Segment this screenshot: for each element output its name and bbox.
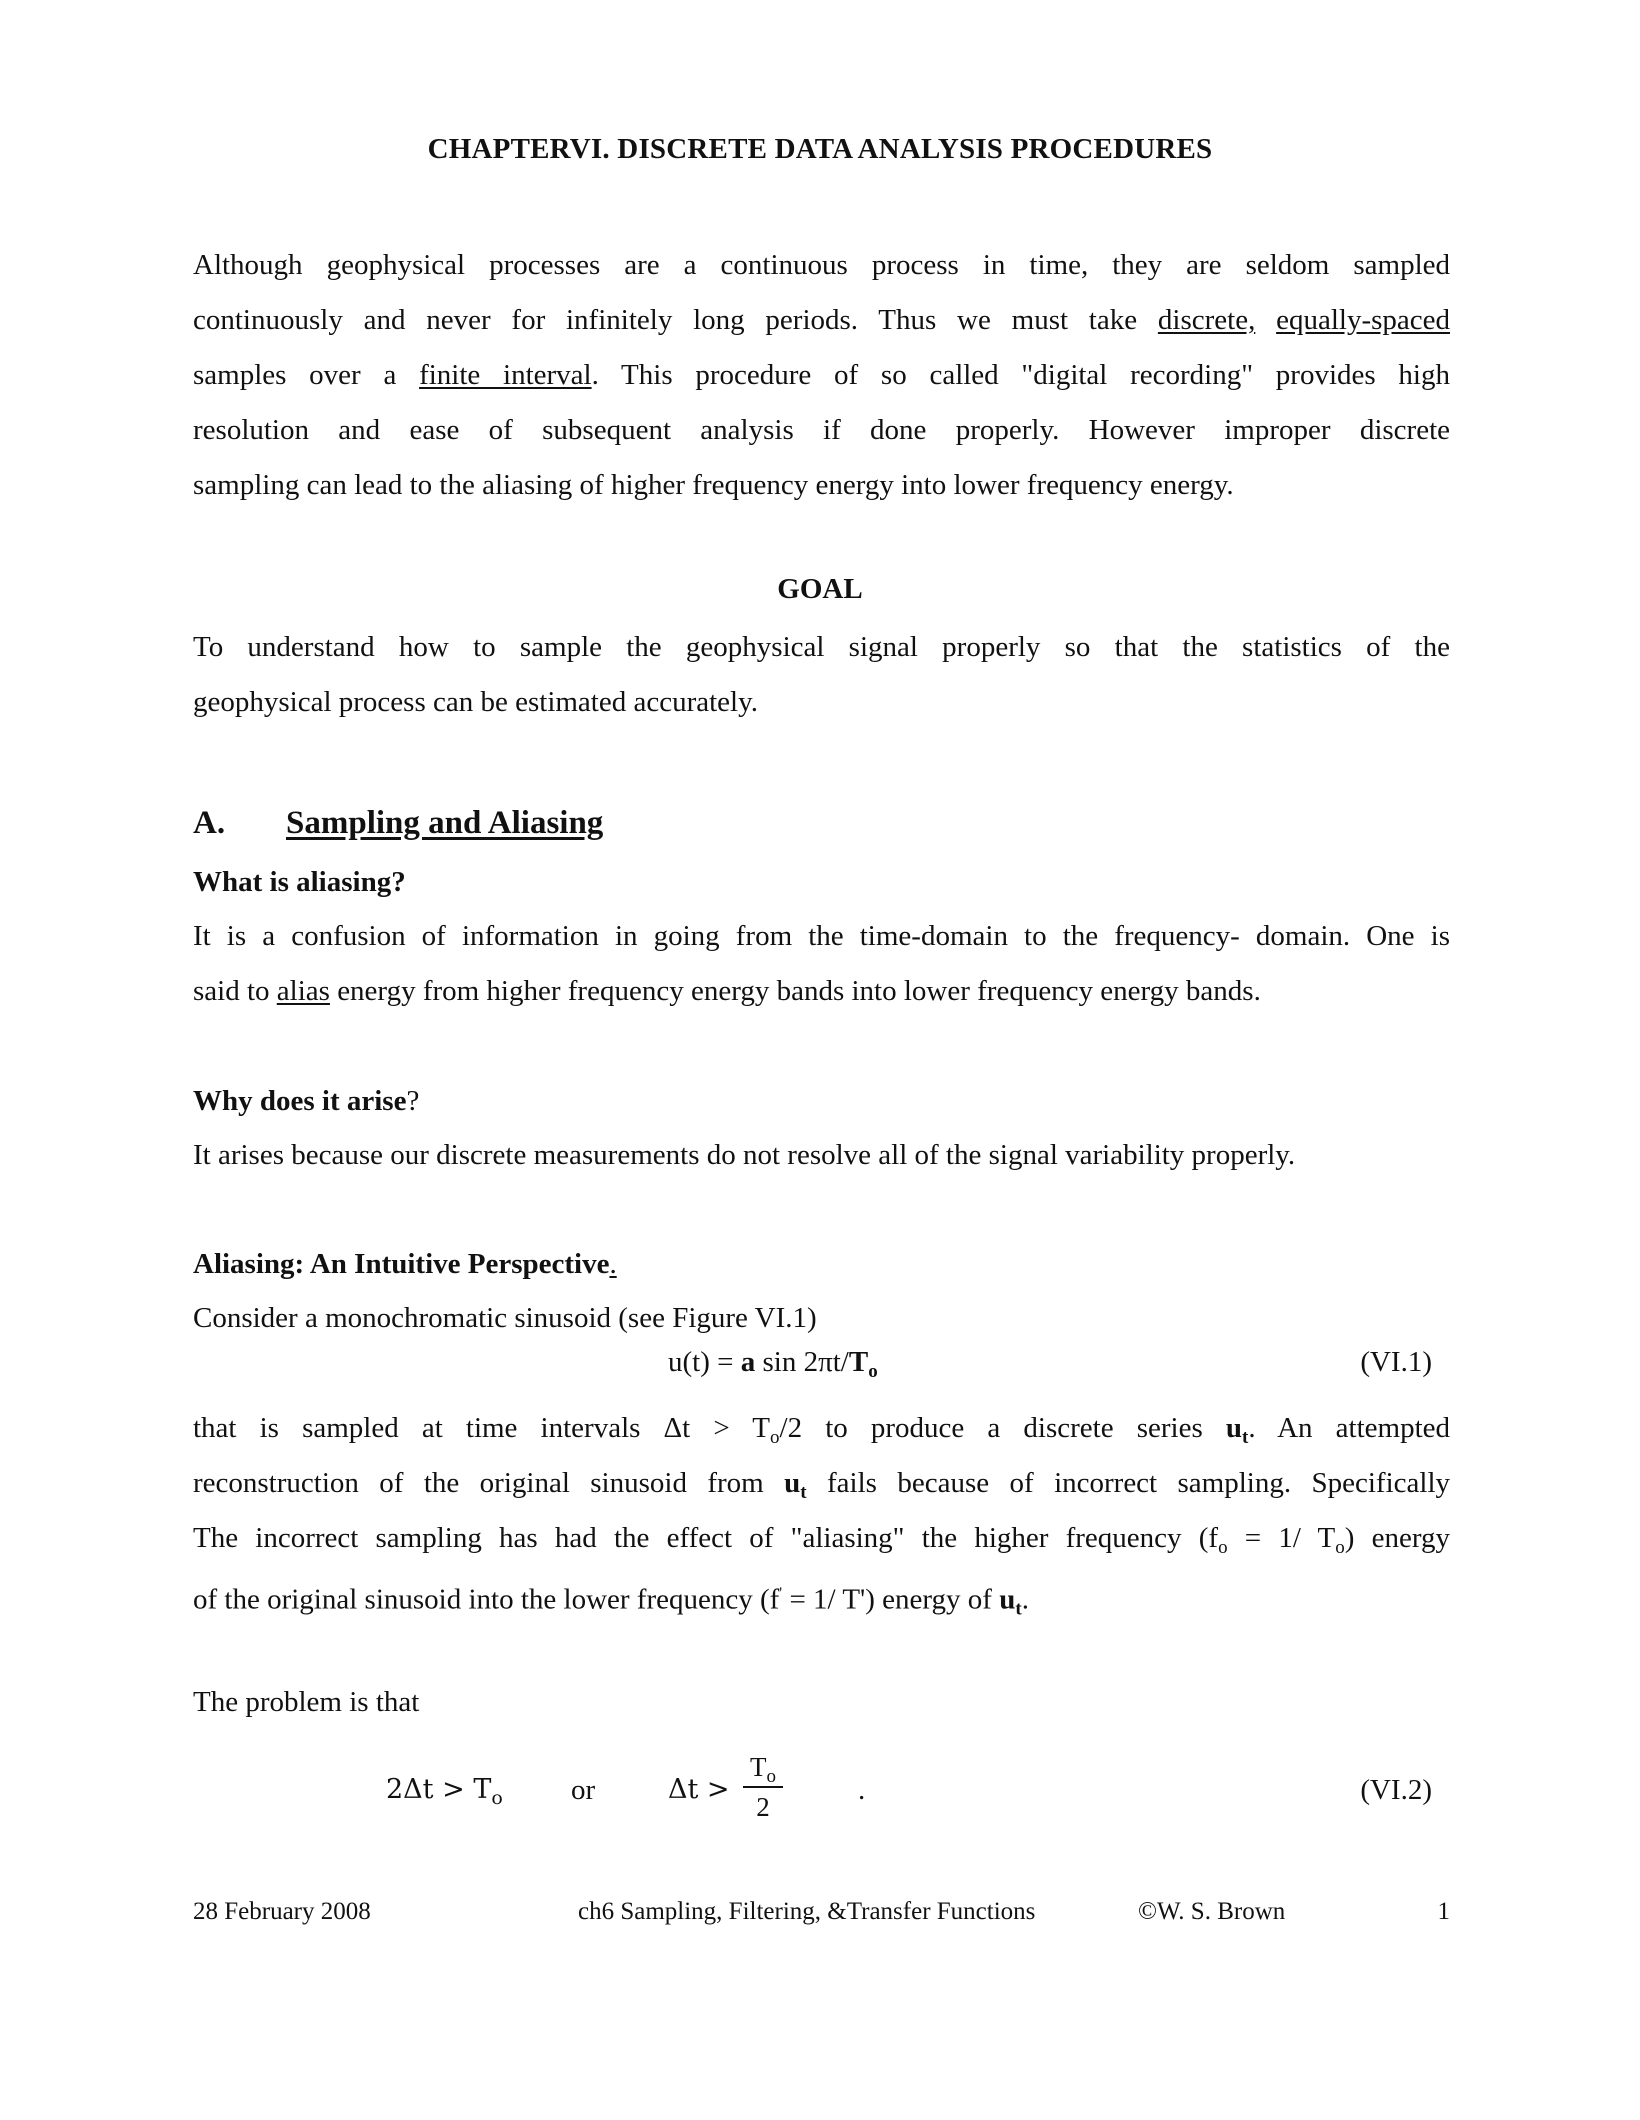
why-paragraph [193,1128,1450,1183]
equation-vi-2 [193,1752,1450,1848]
intuitive-line-1: Consider a monochromatic sinusoid (see Figure VI.1) [193,1302,817,1334]
footer-copyright: ©W. S. Brown [1138,1898,1286,1925]
intro-line-1: Although geophysical processes are a continuous process in time, they are seldom sampled [193,249,1450,281]
why-line-1: It arises because our discrete measurements do not resolve all of the signal variability properly. [193,1139,1296,1171]
goal-line-1: To understand how to sample the geophysical signal properly so that the statistics of the [193,631,1450,663]
intro-line-2: continuously and never for infinitely long periods. Thus we must take discrete, equally-spaced [193,304,1451,336]
equation-vi-2-right: Δt > [668,1774,730,1805]
intro-line-4: resolution and ease of subsequent analysis if done properly. However improper discrete [193,414,1450,446]
fraction-bar [743,1786,783,1788]
footer-title: ch6 Sampling, Filtering, &Transfer Functions [578,1898,1036,1925]
equation-vi-2-fraction: $T_o$ 2 [743,1752,783,1823]
underlined-finite-interval: finite interval [419,359,592,391]
underlined-discrete: discrete, [1157,304,1256,336]
why-heading: Why does it arise? [193,1085,420,1117]
problem-paragraph [193,1675,1450,1730]
goal-paragraph [193,620,1450,730]
equation-vi-2-or: or [571,1774,596,1806]
what-is-line-2: said to alias energy from higher frequency energy bands into lower frequency energy bands. [193,975,1261,1007]
page-footer [193,1898,1450,1938]
equation-vi-1-body: u(t) = a $\sin 2\pi t/T_o$ [668,1346,878,1382]
equation-vi-2-number: (VI.2) [1360,1774,1432,1806]
equation-vi-1-number: (VI.1) [1360,1346,1432,1378]
equation-vi-2-dot: . [858,1774,866,1806]
intro-line-3: samples over a finite interval. This procedure of so called "digital recording" provides high [193,359,1450,391]
goal-heading: GOAL [777,573,863,605]
what-is-aliasing-heading: What is aliasing? [193,866,406,898]
what-is-paragraph [193,909,1450,1019]
intro-line-5: sampling can lead to the aliasing of higher frequency energy into lower frequency energy. [193,469,1234,501]
underlined-alias: alias [276,975,330,1007]
section-title: Sampling and Aliasing [286,805,604,841]
equation-vi-1 [193,1346,1450,1401]
section-a-heading [193,805,603,842]
after-eq1-line-4: of the original sinusoid into the lower frequency (f' = 1/ T') energy of $u_t$. [193,1583,1029,1620]
underlined-equally-spaced: equally-spaced [1276,304,1451,336]
after-eq1-line-3: The incorrect sampling has had the effect of "aliasing" the higher frequency ($f_o = 1/$ $T_o$) energy [193,1522,1450,1558]
after-eq1-line-2: reconstruction of the original sinusoid from $u_t$ fails because of incorrect sampling. Specifically [193,1467,1450,1503]
footer-date: 28 February 2008 [193,1898,371,1925]
chapter-title: CHAPTERVI. DISCRETE DATA ANALYSIS PROCEDURES [427,133,1213,165]
problem-line-1: The problem is that [193,1686,420,1718]
section-letter: A. [193,805,226,841]
intuitive-paragraph [193,1291,1450,1346]
what-is-line-1: It is a confusion of information in going from the time-domain to the frequency- domain. One is [193,920,1450,952]
footer-page-number: 1 [1437,1898,1450,1925]
equation-vi-2-left: $2\Delta t > T_o$ [386,1774,503,1809]
after-eq1-line-1: that is sampled at time intervals $\Delta t > T_o/2$ to produce a discrete series $u_t$. An attempted [193,1412,1451,1448]
intuitive-heading: Aliasing: An Intuitive Perspective. [193,1248,617,1280]
intro-paragraph [193,238,1450,513]
after-eq1-paragraph [193,1401,1450,1621]
goal-line-2: geophysical process can be estimated accurately. [193,686,758,718]
